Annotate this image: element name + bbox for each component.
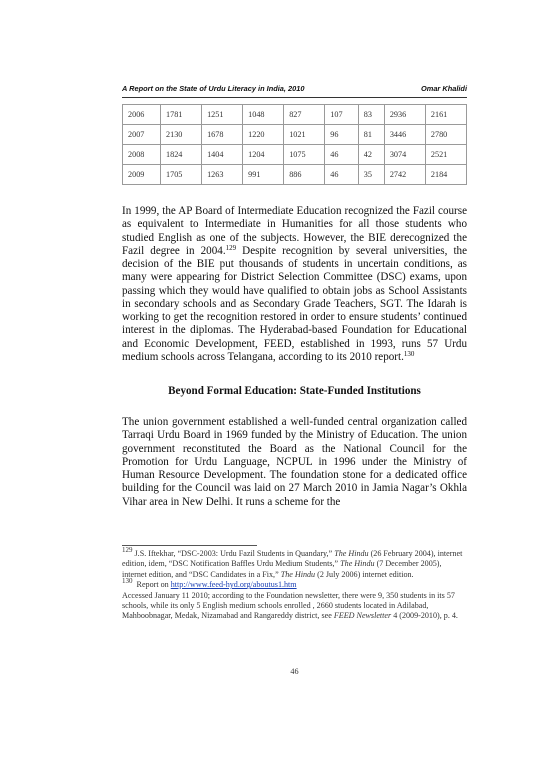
footnotes [122, 546, 467, 622]
table-cell-year: 2009 [123, 165, 161, 185]
table-row [123, 105, 467, 125]
header-title: A Report on the State of Urdu Literacy in India, 2010 [122, 84, 305, 93]
table-cell: 1021 [284, 125, 325, 145]
footnote-129-text-4: (2 July 2006) internet edition. [315, 569, 414, 579]
table-cell: 1824 [161, 145, 202, 165]
feed-report-link[interactable]: http://www.feed-hyd.org/aboutus1.htm [170, 580, 297, 590]
table-cell: 1220 [243, 125, 284, 145]
table-row [123, 165, 467, 185]
table-cell: 3074 [384, 145, 425, 165]
table-cell: 1781 [161, 105, 202, 125]
table-cell: 2130 [161, 125, 202, 145]
table-cell: 81 [358, 125, 384, 145]
table-cell: 2184 [425, 165, 466, 185]
footnote-130-suffix: 4 (2009-2010), p. 4. [391, 611, 458, 621]
footnote-129-number: 129 [122, 546, 133, 554]
table-cell: 2521 [425, 145, 466, 165]
table-cell-year: 2006 [123, 105, 161, 125]
footnote-129 [122, 546, 467, 580]
table-cell: 991 [243, 165, 284, 185]
enrollment-table [122, 104, 467, 185]
footnote-rule [122, 545, 257, 546]
table-cell: 46 [325, 165, 359, 185]
footnote-129-text-2: (26 February 2004), internet edition, idem, “DSC Notification Baffles Urdu Medium Students,” [122, 549, 463, 569]
table-cell: 1251 [202, 105, 243, 125]
footnote-129-source-1: The Hindu [334, 549, 369, 558]
table-cell: 83 [358, 105, 384, 125]
section-heading: Beyond Formal Education: State-Funded Institutions [168, 385, 421, 397]
footnote-130-text: Accessed January 11 2010; according to the Foundation newsletter, there were 9, 350 students in its 57 schools, while its only 5 English medium schools enrolled , 2660 students located in Adilabad, Mahboobnagar, Medak, Nizamabad and Rangareddy district, see [122, 590, 455, 621]
table-cell: 1204 [243, 145, 284, 165]
footnote-129-text-1: J.S. Iftekhar, “DSC-2003: Urdu Fazil Students in Quandary,” [132, 549, 335, 558]
table-cell: 2780 [425, 125, 466, 145]
table-cell: 1048 [243, 105, 284, 125]
table-cell: 1705 [161, 165, 202, 185]
table-cell-year: 2008 [123, 145, 161, 165]
footnote-ref-129[interactable]: 129 [225, 243, 237, 252]
paragraph-fazil-recognition [122, 205, 467, 364]
footnote-129-source-3: The Hindu [280, 569, 316, 579]
table-cell: 1075 [284, 145, 325, 165]
table-cell: 3446 [384, 125, 425, 145]
paragraph1-text-a: In 1999, the AP Board of Intermediate Education recognized the Fazil course as equivalent to Intermediate in Humanities for all those students who studied English as one of the subjects. However, the BIE derecognized the Fazil degree in 2004. [122, 205, 467, 257]
table-cell: 107 [325, 105, 359, 125]
paragraph-ncpul: The union government established a well-funded central organization called Tarraqi Urdu Board in 1969 funded by the Ministry of Education. The union government reconstituted the Board as the National Council for the Promotion for Urdu Language, NCPUL in 1996 under the Ministry of Human Resource Development. The foundation stone for a dedicated office building for the Council was laid on 27 March 2010 in Jamia Nagar’s Okhla Vihar area in New Delhi. It runs a scheme for the [122, 416, 467, 508]
table-cell: 35 [358, 165, 384, 185]
footnote-129-source-2: The Hindu [340, 559, 375, 569]
table-cell: 2161 [425, 105, 466, 125]
table-cell: 827 [284, 105, 325, 125]
footnote-129-text-3: (7 December 2005), internet edition, and “DSC Candidates in a Fix,” [122, 559, 442, 579]
table-row [123, 125, 467, 145]
footnote-130-newsletter: FEED Newsletter [333, 611, 392, 621]
table-cell: 1678 [202, 125, 243, 145]
table-cell-year: 2007 [123, 125, 161, 145]
table-cell: 2936 [384, 105, 425, 125]
running-header [122, 84, 467, 93]
table-cell: 886 [284, 165, 325, 185]
footnote-ref-130[interactable]: 130 [403, 349, 415, 358]
table-cell: 1263 [202, 165, 243, 185]
page-number: 46 [290, 667, 299, 676]
table-cell: 42 [358, 145, 384, 165]
header-rule [122, 97, 467, 98]
footnote-130-number: 130 [122, 577, 133, 586]
table-cell: 46 [325, 145, 359, 165]
table-row [123, 145, 467, 165]
table-cell: 2742 [384, 165, 425, 185]
footnote-130-continued [122, 591, 467, 622]
table-cell: 1404 [202, 145, 243, 165]
footnote-130 [122, 577, 467, 590]
header-author: Omar Khalidi [421, 84, 467, 93]
footnote-130-prefix: Report on [132, 580, 171, 590]
table-cell: 96 [325, 125, 359, 145]
paragraph1-text-b: Despite recognition by several universities, the decision of the BIE put thousands of students in uncertain conditions, as many were appearing for District Selection Committee (DSC) exams, upon passing which they would have qualified to obtain jobs as School Assistants in secondary schools and as Secondary Grade Teachers, SGT. The Idarah is working to get the recognition restored in order to ensure students’ continued interest in the diplomas. The Hyderabad-based Foundation for Educational and Economic Development, FEED, established in 1993, runs 57 Urdu medium schools across Telangana, according to its 2010 report. [122, 244, 467, 363]
